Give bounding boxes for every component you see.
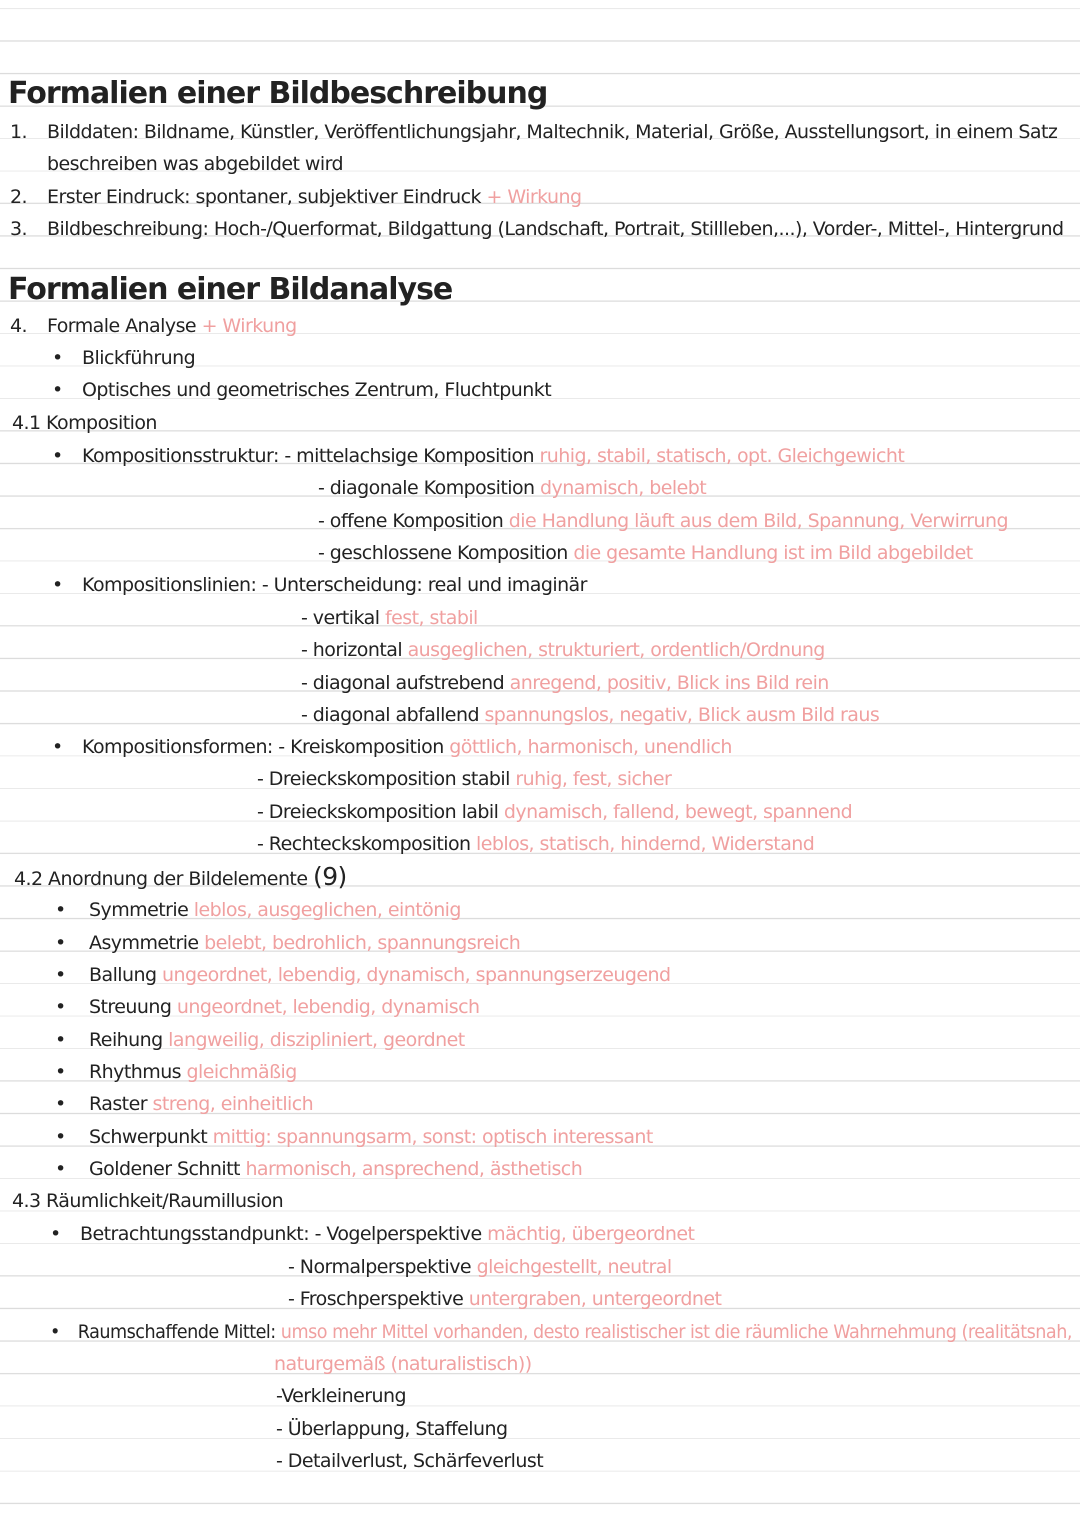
- bullet: •: [55, 996, 66, 1018]
- term: - Dreieckskomposition stabil: [257, 768, 510, 790]
- effect-note: + Wirkung: [486, 186, 582, 208]
- term-row: [318, 476, 706, 500]
- term: - vertikal: [301, 607, 380, 629]
- term-row: [301, 671, 829, 695]
- term: Asymmetrie: [89, 932, 199, 954]
- bullet-item: [52, 573, 587, 597]
- bullet-label: Kompositionsstruktur:: [82, 445, 279, 467]
- term: Streuung: [89, 996, 172, 1018]
- bullet-item: [52, 378, 551, 402]
- bullet: •: [55, 932, 66, 954]
- bullet: •: [50, 1223, 61, 1245]
- list-item: [55, 1125, 653, 1149]
- effect-note: langweilig, diszipliniert, geordnet: [168, 1029, 465, 1051]
- bullet-label: Kompositionsformen:: [82, 736, 273, 758]
- term: Schwerpunkt: [89, 1126, 208, 1148]
- effect-note: streng, einheitlich: [152, 1093, 314, 1115]
- bullet: •: [52, 574, 63, 596]
- bullet-label: Kompositionslinien:: [82, 574, 257, 596]
- effect-note: leblos, statisch, hindernd, Widerstand: [476, 833, 815, 855]
- term: Rhythmus: [89, 1061, 182, 1083]
- term: - Kreiskomposition: [278, 736, 444, 758]
- item-number: 2.: [10, 186, 28, 208]
- effect-note: harmonisch, ansprechend, ästhetisch: [245, 1158, 583, 1180]
- term: Goldener Schnitt: [89, 1158, 240, 1180]
- term: Symmetrie: [89, 899, 189, 921]
- list-item: [55, 1092, 313, 1116]
- term-row: [301, 703, 879, 727]
- element-count: (9): [312, 862, 347, 891]
- term: - Froschperspektive: [288, 1288, 464, 1310]
- effect-note: gleichmäßig: [186, 1061, 297, 1083]
- term-row: - Überlappung, Staffelung: [276, 1418, 508, 1440]
- term-row: [318, 509, 1008, 533]
- effect-note-continuation: naturgemäß (naturalistisch)): [274, 1353, 532, 1375]
- term: Raster: [89, 1093, 147, 1115]
- subsection-title-raumlichkeit: 4.3 Räumlichkeit/Raumillusion: [12, 1190, 284, 1212]
- effect-note: belebt, bedrohlich, spannungsreich: [204, 932, 521, 954]
- term: - Normalperspektive: [288, 1256, 472, 1278]
- bullet: •: [52, 445, 63, 467]
- list-item: [55, 931, 520, 955]
- term-row: - Detailverlust, Schärfeverlust: [276, 1450, 544, 1472]
- term: - Vogelperspektive: [314, 1223, 482, 1245]
- item-number: 4.: [10, 315, 28, 337]
- bullet: •: [52, 736, 63, 758]
- bullet: •: [55, 1126, 66, 1148]
- term: - Dreieckskomposition labil: [257, 801, 499, 823]
- effect-note: ungeordnet, lebendig, dynamisch, spannungserzeugend: [162, 964, 671, 986]
- bullet: •: [50, 1321, 60, 1343]
- term: - offene Komposition: [318, 510, 504, 532]
- bullet-item: [50, 1222, 694, 1246]
- term-row: [318, 541, 973, 565]
- effect-note: göttlich, harmonisch, unendlich: [449, 736, 732, 758]
- effect-note: dynamisch, fallend, bewegt, spannend: [503, 801, 853, 823]
- bullet-text: Blickführung: [82, 347, 196, 369]
- effect-note: fest, stabil: [384, 607, 478, 629]
- term-row: [257, 832, 814, 856]
- section-title-bildanalyse: Formalien einer Bildanalyse: [8, 272, 453, 307]
- bullet: •: [55, 1061, 66, 1083]
- list-item: [10, 120, 1057, 144]
- bullet-item: [52, 735, 732, 759]
- effect-note: umso mehr Mittel vorhanden, desto realistischer ist die räumliche Wahrnehmung (realitätsnah,: [280, 1321, 1072, 1343]
- section-title-bildbeschreibung: Formalien einer Bildbeschreibung: [8, 76, 548, 111]
- term-row: [301, 638, 825, 662]
- item-number: 3.: [10, 218, 28, 240]
- effect-note: + Wirkung: [201, 315, 297, 337]
- term-row: [301, 606, 478, 630]
- term: - diagonal abfallend: [301, 704, 479, 726]
- subsection-title-text: 4.2 Anordnung der Bildelemente: [14, 868, 308, 890]
- effect-note: ruhig, fest, sicher: [515, 768, 672, 790]
- effect-note: ungeordnet, lebendig, dynamisch: [176, 996, 480, 1018]
- effect-note: spannungslos, negativ, Blick ausm Bild raus: [484, 704, 880, 726]
- effect-note: die Handlung läuft aus dem Bild, Spannung, Verwirrung: [508, 510, 1008, 532]
- bullet: •: [55, 964, 66, 986]
- bullet: •: [55, 899, 66, 921]
- bullet-label: Raumschaffende Mittel:: [77, 1321, 276, 1343]
- list-item: [55, 898, 461, 922]
- bullet: •: [52, 347, 63, 369]
- item-text: Bilddaten: Bildname, Künstler, Veröffentlichungsjahr, Maltechnik, Material, Größe, Ausstellungsort, in einem Satz: [47, 121, 1058, 143]
- item-number: 1.: [10, 121, 28, 143]
- term-row: [288, 1287, 721, 1311]
- item-text: Formale Analyse: [47, 315, 197, 337]
- list-item: [10, 314, 297, 338]
- effect-note: gleichgestellt, neutral: [476, 1256, 672, 1278]
- term: - diagonale Komposition: [318, 477, 535, 499]
- bullet-text: Optisches und geometrisches Zentrum, Fluchtpunkt: [82, 379, 552, 401]
- term: - Rechteckskomposition: [257, 833, 471, 855]
- bullet-item: [52, 444, 904, 468]
- item-text: Erster Eindruck: spontaner, subjektiver Eindruck: [47, 186, 481, 208]
- subsection-title-komposition: 4.1 Komposition: [12, 412, 157, 434]
- bullet: •: [55, 1029, 66, 1051]
- effect-note: mächtig, übergeordnet: [487, 1223, 695, 1245]
- list-item: [10, 185, 582, 209]
- item-text: Bildbeschreibung: Hoch-/Querformat, Bildgattung (Landschaft, Portrait, Stillleben,...), Vorder-, Mittel-, Hintergrund: [47, 218, 1064, 240]
- effect-note: untergraben, untergeordnet: [468, 1288, 722, 1310]
- term: Reihung: [89, 1029, 163, 1051]
- term: - Unterscheidung: real und imaginär: [261, 574, 587, 596]
- subsection-title-anordnung: [14, 862, 347, 891]
- effect-note: die gesamte Handlung ist im Bild abgebildet: [573, 542, 973, 564]
- term-row: [257, 800, 852, 824]
- effect-note: anregend, positiv, Blick ins Bild rein: [509, 672, 829, 694]
- effect-note: ruhig, stabil, statisch, opt. Gleichgewicht: [539, 445, 905, 467]
- list-item: [10, 217, 1063, 241]
- item-continuation: beschreiben was abgebildet wird: [47, 153, 344, 175]
- list-item: [55, 995, 480, 1019]
- effect-note: mittig: spannungsarm, sonst: optisch interessant: [212, 1126, 653, 1148]
- term: - diagonal aufstrebend: [301, 672, 505, 694]
- effect-note: dynamisch, belebt: [540, 477, 707, 499]
- bullet-item: [52, 346, 195, 370]
- effect-note: ausgeglichen, strukturiert, ordentlich/Ordnung: [407, 639, 825, 661]
- term: - geschlossene Komposition: [318, 542, 568, 564]
- term: - horizontal: [301, 639, 403, 661]
- bullet: •: [52, 379, 63, 401]
- term-row: -Verkleinerung: [276, 1385, 407, 1407]
- list-item: [55, 963, 671, 987]
- list-item: [55, 1028, 465, 1052]
- list-item: [55, 1060, 297, 1084]
- bullet-label: Betrachtungsstandpunkt:: [80, 1223, 310, 1245]
- term: Ballung: [89, 964, 157, 986]
- list-item: [55, 1157, 582, 1181]
- effect-note: leblos, ausgeglichen, eintönig: [193, 899, 461, 921]
- bullet: •: [55, 1158, 66, 1180]
- term-row: [288, 1255, 672, 1279]
- bullet: •: [55, 1093, 66, 1115]
- bullet-item: [50, 1320, 1072, 1344]
- term: - mittelachsige Komposition: [284, 445, 535, 467]
- term-row: [257, 767, 671, 791]
